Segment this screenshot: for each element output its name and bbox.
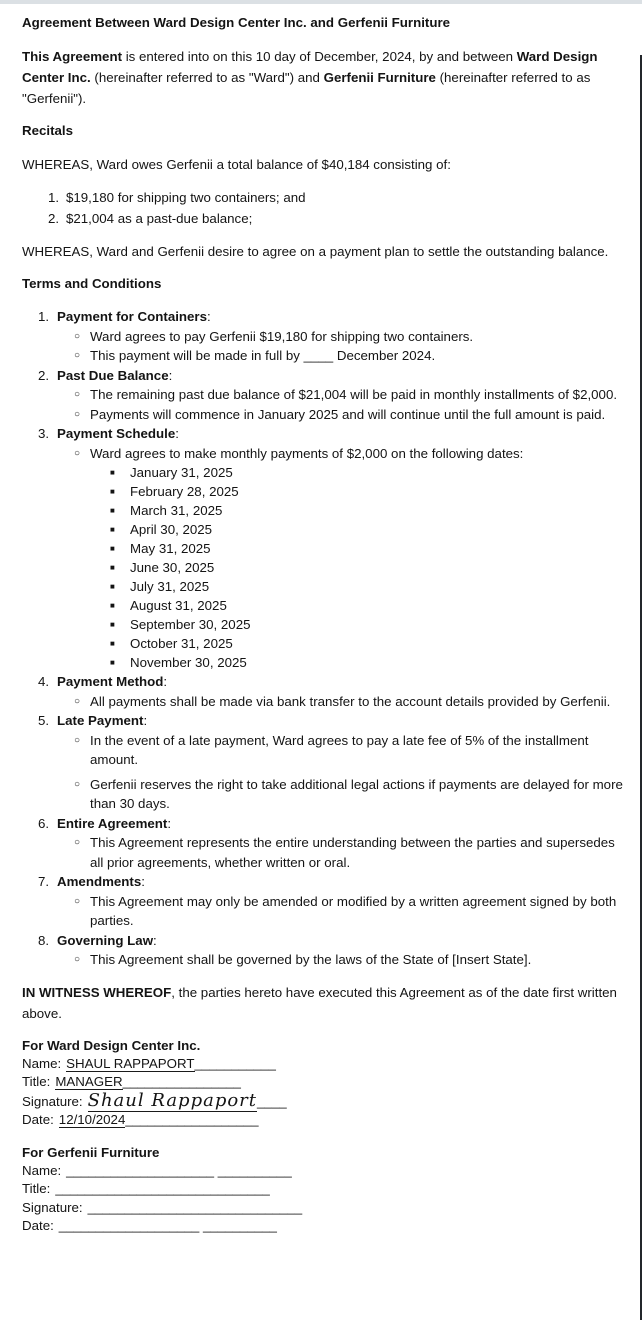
schedule-date-text: November 30, 2025	[130, 655, 247, 670]
circle-bullet-icon: ○	[74, 408, 81, 420]
term-title-bold: Payment Schedule	[57, 426, 176, 441]
term-title	[57, 307, 630, 327]
list-number: 1.	[48, 190, 60, 205]
signature-party-heading: For Ward Design Center Inc.	[22, 1037, 201, 1053]
term-heading-row	[22, 672, 630, 692]
field-label: Date:	[22, 1112, 54, 1127]
recital-item	[22, 208, 630, 229]
circle-bullet-icon: ○	[74, 389, 81, 400]
square-bullet-icon: ■	[110, 639, 115, 648]
field-label: Date:	[22, 1218, 54, 1233]
schedule-date-text: April 30, 2025	[130, 522, 213, 537]
schedule-date-item	[22, 653, 630, 672]
schedule-date-item	[22, 577, 630, 596]
list-number: 1.	[38, 309, 50, 324]
recital-text: $21,004 as a past-due balance;	[66, 211, 253, 226]
field-value: MANAGER	[55, 1074, 123, 1089]
term-title-bold: Amendments	[57, 874, 142, 889]
witness-paragraph	[22, 982, 630, 1024]
field-blank-line: ________________	[122, 1074, 241, 1089]
circle-bullet-icon: ○	[74, 895, 81, 907]
recitals-heading: Recitals	[22, 123, 73, 138]
schedule-date-text: October 31, 2025	[130, 636, 233, 651]
list-number: 5.	[38, 713, 50, 728]
bullet-text: Ward agrees to pay Gerfenii $19,180 for shipping two containers.	[90, 328, 474, 344]
field-value: Shaul Rappaport	[87, 1089, 258, 1111]
square-bullet-icon: ■	[110, 506, 115, 515]
term-item	[22, 672, 630, 711]
square-bullet-icon: ■	[110, 601, 115, 610]
list-number: 7.	[38, 874, 50, 889]
term-item	[22, 872, 630, 931]
term-title-colon: :	[153, 932, 157, 948]
schedule-date-item	[22, 634, 630, 653]
term-title-bold: Payment Method	[57, 674, 164, 689]
schedule-date-text: January 31, 2025	[130, 465, 233, 480]
square-bullet-icon: ■	[110, 582, 115, 591]
recitals-list	[22, 187, 630, 229]
term-bullet	[22, 950, 630, 970]
schedule-date-text: March 31, 2025	[130, 503, 223, 518]
term-bullet	[22, 833, 630, 872]
bullet-text: This Agreement may only be amended or modified by a written agreement signed by both parties.	[90, 893, 617, 928]
signature-field	[22, 1217, 630, 1236]
schedule-date-item	[22, 539, 630, 558]
bullet-text: Ward agrees to make monthly payments of $2,000 on the following dates:	[90, 445, 524, 461]
term-item	[22, 307, 630, 366]
term-bullet	[22, 892, 630, 931]
schedule-date-item	[22, 482, 630, 501]
term-title-bold: Late Payment	[57, 713, 144, 728]
square-bullet-icon: ■	[110, 563, 115, 572]
signature-field	[22, 1180, 630, 1199]
bold-run: Gerfenii Furniture	[323, 70, 436, 85]
whereas-clause-2: WHEREAS, Ward and Gerfenii desire to agree on a payment plan to settle the outstanding balance.	[22, 244, 609, 259]
term-item	[22, 931, 630, 970]
field-blank-line: ____________________ __________	[66, 1162, 292, 1178]
list-number: 3.	[38, 426, 50, 441]
bullet-text: This Agreement shall be governed by the laws of the State of [Insert State].	[90, 952, 532, 967]
bullet-text: Gerfenii reserves the right to take additional legal actions if payments are delayed for more than 30 days.	[90, 776, 623, 811]
circle-bullet-icon: ○	[74, 954, 81, 965]
term-item	[22, 366, 630, 425]
term-bullet	[22, 346, 630, 366]
term-item	[22, 814, 630, 873]
signature-block	[22, 1036, 630, 1130]
term-heading-row	[22, 711, 630, 731]
term-title	[57, 672, 630, 692]
field-label: Title:	[22, 1074, 51, 1089]
signature-field	[22, 1089, 630, 1112]
bold-run: IN WITNESS WHEREOF	[22, 984, 172, 1000]
term-bullet	[22, 731, 630, 770]
term-title	[57, 424, 630, 444]
recital-text: $19,180 for shipping two containers; and	[66, 190, 306, 205]
term-heading-row	[22, 366, 630, 386]
bold-run: Ward Design Center Inc.	[22, 49, 598, 85]
bullet-text: Payments will commence in January 2025 and will continue until the full amount is paid.	[90, 406, 606, 422]
field-blank-line: ____	[257, 1093, 287, 1109]
term-title-bold: Entire Agreement	[57, 815, 168, 831]
field-label: Title:	[22, 1181, 51, 1196]
circle-bullet-icon: ○	[74, 350, 81, 361]
list-number: 4.	[38, 674, 50, 689]
circle-bullet-icon: ○	[74, 778, 81, 790]
term-item	[22, 424, 630, 672]
term-title-colon: :	[175, 426, 179, 441]
text-run: (hereinafter referred to as "Ward") and	[90, 70, 324, 85]
signature-party-heading: For Gerfenii Furniture	[22, 1144, 160, 1160]
square-bullet-icon: ■	[110, 544, 115, 553]
schedule-date-text: July 31, 2025	[130, 579, 210, 594]
term-bullet	[22, 692, 630, 712]
schedule-date-text: August 31, 2025	[130, 598, 227, 613]
circle-bullet-icon: ○	[74, 837, 81, 848]
schedule-date-text: September 30, 2025	[130, 617, 251, 632]
signature-block	[22, 1143, 630, 1236]
schedule-date-item	[22, 463, 630, 482]
signature-field	[22, 1111, 630, 1130]
term-title	[57, 814, 630, 834]
term-title	[57, 711, 630, 731]
circle-bullet-icon: ○	[74, 330, 81, 342]
field-blank-line: __________________	[125, 1112, 259, 1127]
signature-blocks	[22, 1036, 630, 1236]
square-bullet-icon: ■	[110, 658, 115, 667]
field-value: SHAUL RAPPAPORT	[66, 1055, 195, 1071]
list-number: 6.	[38, 815, 50, 831]
schedule-date-text: February 28, 2025	[130, 484, 239, 499]
term-title-colon: :	[143, 713, 148, 728]
term-title	[57, 931, 630, 951]
schedule-date-item	[22, 615, 630, 634]
term-title-colon: :	[167, 815, 172, 831]
term-title-bold: Payment for Containers	[57, 309, 207, 324]
field-label: Signature:	[22, 1093, 83, 1109]
schedule-date-text: June 30, 2025	[130, 560, 215, 575]
field-blank-line: ___________________ __________	[58, 1218, 277, 1233]
term-bullet	[22, 405, 630, 425]
square-bullet-icon: ■	[110, 525, 115, 534]
field-label: Name:	[22, 1055, 62, 1071]
term-title-bold: Past Due Balance	[57, 367, 169, 383]
schedule-date-item	[22, 558, 630, 577]
signature-field	[22, 1162, 630, 1181]
whereas-clause-1: WHEREAS, Ward owes Gerfenii a total balance of $40,184 consisting of:	[22, 157, 451, 172]
list-number: 8.	[38, 932, 50, 948]
field-value: 12/10/2024	[58, 1112, 126, 1127]
bold-run: This Agreement	[22, 49, 122, 64]
terms-list	[22, 307, 630, 970]
term-bullet	[22, 444, 630, 464]
term-title	[57, 366, 630, 386]
field-blank-line: ___________	[194, 1055, 276, 1071]
term-heading-row	[22, 424, 630, 444]
signature-field	[22, 1073, 630, 1092]
term-heading-row	[22, 307, 630, 327]
term-heading-row	[22, 814, 630, 834]
list-number: 2.	[48, 211, 60, 226]
terms-heading: Terms and Conditions	[22, 276, 162, 291]
term-item	[22, 711, 630, 814]
schedule-date-item	[22, 501, 630, 520]
bullet-text: In the event of a late payment, Ward agrees to pay a late fee of 5% of the installment amount.	[90, 732, 589, 767]
term-title-colon: :	[163, 674, 168, 689]
bullet-text: This payment will be made in full by ____ December 2024.	[90, 348, 436, 363]
term-heading-row	[22, 931, 630, 951]
text-run: , the parties hereto have executed this Agreement as of the date first written above.	[22, 984, 617, 1021]
term-title-colon: :	[141, 874, 145, 889]
schedule-date-item	[22, 596, 630, 615]
bullet-text: All payments shall be made via bank transfer to the account details provided by Gerfenii.	[90, 693, 611, 709]
field-label: Signature:	[22, 1199, 83, 1215]
circle-bullet-icon: ○	[74, 447, 81, 459]
square-bullet-icon: ■	[110, 468, 115, 477]
term-bullet	[22, 385, 630, 405]
square-bullet-icon: ■	[110, 620, 115, 629]
recital-item	[22, 187, 630, 208]
text-run: (hereinafter referred to as "Gerfenii").	[22, 70, 591, 106]
field-blank-line: _____________________________	[87, 1199, 303, 1215]
term-heading-row	[22, 872, 630, 892]
list-number: 2.	[38, 367, 50, 383]
field-label: Name:	[22, 1162, 62, 1178]
intro-paragraph	[22, 46, 630, 109]
bullet-text: This Agreement represents the entire understanding between the parties and supersedes all prior agreements, whether written or oral.	[90, 835, 615, 870]
text-run: is entered into on this 10 day of December, 2024, by and between	[122, 49, 517, 64]
bullet-text: The remaining past due balance of $21,004 will be paid in monthly installments of $2,000.	[90, 387, 618, 402]
term-title-colon: :	[168, 367, 173, 383]
circle-bullet-icon: ○	[74, 734, 81, 746]
term-title-bold: Governing Law	[57, 932, 154, 948]
square-bullet-icon: ■	[110, 487, 115, 496]
top-window-edge	[0, 0, 642, 4]
term-bullet	[22, 775, 630, 814]
document-title: Agreement Between Ward Design Center Inc. and Gerfenii Furniture	[22, 15, 451, 30]
signature-field	[22, 1055, 630, 1074]
term-title	[57, 872, 630, 892]
schedule-date-item	[22, 520, 630, 539]
field-blank-line: _____________________________	[55, 1181, 270, 1196]
term-title-colon: :	[207, 309, 211, 324]
circle-bullet-icon: ○	[74, 695, 81, 707]
term-bullet	[22, 327, 630, 347]
signature-field	[22, 1199, 630, 1218]
schedule-date-text: May 31, 2025	[130, 541, 211, 556]
